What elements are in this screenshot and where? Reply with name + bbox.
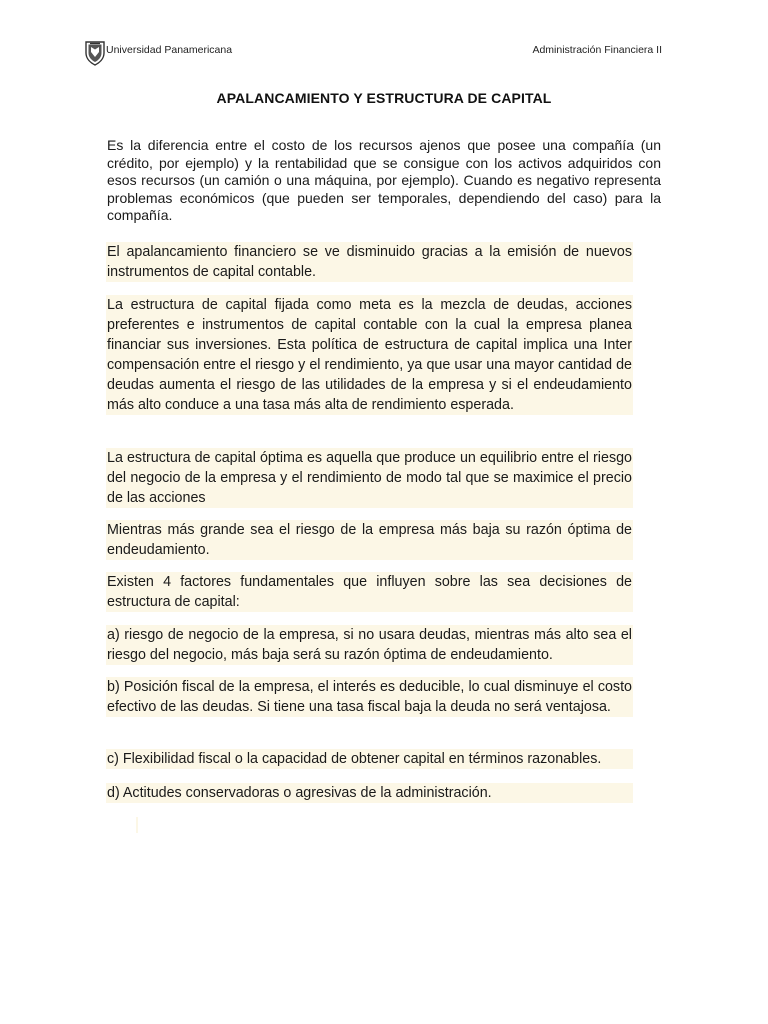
page-title: APALANCAMIENTO Y ESTRUCTURA DE CAPITAL: [216, 90, 552, 106]
empty-highlight-mark: [136, 817, 138, 833]
paragraph-leverage-reduction: El apalancamiento financiero se ve disminuido gracias a la emisión de nuevos instrumentos de capital contable.: [107, 244, 632, 280]
list-item-factor-b: b) Posición fiscal de la empresa, el interés es deducible, lo cual disminuye el costo efectivo de las deudas. Si tiene una tasa fiscal baja la deuda no será ventajosa.: [107, 679, 632, 715]
list-item-factor-c: c) Flexibilidad fiscal o la capacidad de obtener capital en términos razonables.: [106, 749, 633, 769]
paragraph-target-structure: La estructura de capital fijada como meta es la mezcla de deudas, acciones preferentes e instrumentos de capital contable con la cual la empresa planea financiar sus inversiones. Esta política de estructura de capital implica una Inter compensación entre el riesgo y el rendimiento, ya que usar una mayor cantidad de deudas aumenta el riesgo de las utilidades de la empresa y si el endeudamiento más alto conduce a una tasa más alta de rendimiento esperada.: [107, 297, 632, 413]
paragraph-four-factors: Existen 4 factores fundamentales que influyen sobre las sea decisiones de estructura de capital:: [107, 574, 632, 610]
course-name: Administración Financiera II: [532, 44, 662, 56]
paragraph-risk-ratio: Mientras más grande sea el riesgo de la empresa más baja su razón óptima de endeudamiento.: [107, 522, 632, 558]
list-item-factor-a: a) riesgo de negocio de la empresa, si no usara deudas, mientras más alto sea el riesgo del negocio, más baja será su razón óptima de endeudamiento.: [107, 627, 632, 663]
intro-paragraph: Es la diferencia entre el costo de los recursos ajenos que posee una compañía (un crédito, por ejemplo) y la rentabilidad que se consigue con los activos adquiridos con esos recursos (un camión o una máquina, por ejemplo). Cuando es negativo representa problemas económicos (que pueden ser temporales, dependiendo del caso) para la compañía.: [107, 137, 661, 223]
university-name: Universidad Panamericana: [106, 44, 233, 56]
university-shield-logo-icon: [84, 40, 106, 66]
list-item-factor-d: d) Actitudes conservadoras o agresivas de la administración.: [106, 783, 633, 803]
page-header: [84, 40, 662, 66]
paragraph-optimal-structure: La estructura de capital óptima es aquella que produce un equilibrio entre el riesgo del negocio de la empresa y el rendimiento de modo tal que se maximice el precio de las acciones: [107, 450, 632, 506]
